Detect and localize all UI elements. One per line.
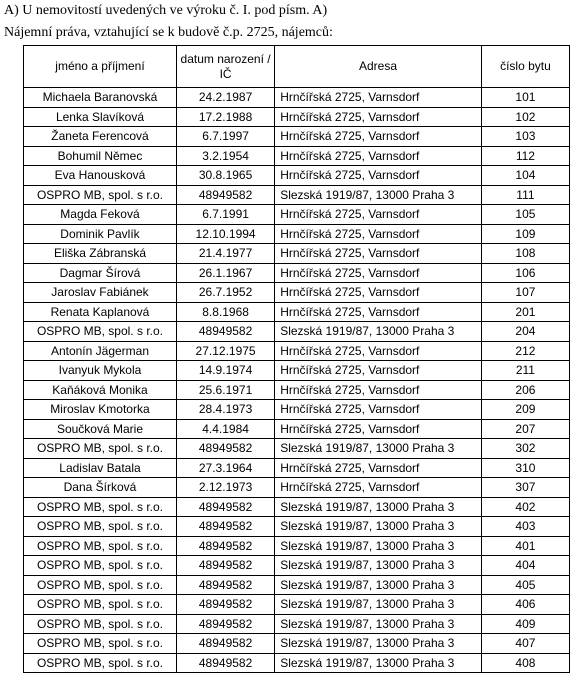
cell-name: OSPRO MB, spol. s r.o.	[24, 517, 177, 537]
table-row	[24, 205, 570, 225]
cell-birthdate-id: 14.9.1974	[176, 361, 274, 381]
cell-name: Bohumil Němec	[24, 146, 177, 166]
table-row	[24, 185, 570, 205]
table-row	[24, 595, 570, 615]
cell-birthdate-id: 48949582	[176, 517, 274, 537]
cell-name: Eva Hanousková	[24, 166, 177, 186]
cell-flat-number: 112	[481, 146, 569, 166]
cell-name: OSPRO MB, spol. s r.o.	[24, 614, 177, 634]
cell-birthdate-id: 26.1.1967	[176, 263, 274, 283]
cell-name: OSPRO MB, spol. s r.o.	[24, 653, 177, 673]
column-header-birthdate-id: datum narození / IČ	[176, 46, 274, 88]
table-row	[24, 224, 570, 244]
cell-birthdate-id: 48949582	[176, 575, 274, 595]
cell-birthdate-id: 48949582	[176, 185, 274, 205]
column-header-address: Adresa	[275, 46, 482, 88]
column-header-flat-number: číslo bytu	[481, 46, 569, 88]
cell-birthdate-id: 8.8.1968	[176, 302, 274, 322]
cell-birthdate-id: 48949582	[176, 556, 274, 576]
table-row	[24, 400, 570, 420]
cell-flat-number: 206	[481, 380, 569, 400]
table-row	[24, 653, 570, 673]
cell-name: Michaela Baranovská	[24, 88, 177, 108]
cell-name: Eliška Zábranská	[24, 244, 177, 264]
cell-address: Hrnčířská 2725, Varnsdorf	[275, 88, 482, 108]
table-row	[24, 614, 570, 634]
cell-name: OSPRO MB, spol. s r.o.	[24, 634, 177, 654]
cell-birthdate-id: 6.7.1991	[176, 205, 274, 225]
cell-flat-number: 405	[481, 575, 569, 595]
cell-birthdate-id: 27.3.1964	[176, 458, 274, 478]
cell-name: Dominik Pavlík	[24, 224, 177, 244]
cell-birthdate-id: 48949582	[176, 536, 274, 556]
cell-flat-number: 408	[481, 653, 569, 673]
cell-name: OSPRO MB, spol. s r.o.	[24, 595, 177, 615]
cell-flat-number: 105	[481, 205, 569, 225]
table-row	[24, 127, 570, 147]
cell-address: Hrnčířská 2725, Varnsdorf	[275, 283, 482, 303]
cell-birthdate-id: 26.7.1952	[176, 283, 274, 303]
table-row	[24, 517, 570, 537]
cell-name: OSPRO MB, spol. s r.o.	[24, 556, 177, 576]
cell-address: Hrnčířská 2725, Varnsdorf	[275, 166, 482, 186]
cell-birthdate-id: 48949582	[176, 595, 274, 615]
cell-name: Antonín Jägerman	[24, 341, 177, 361]
cell-birthdate-id: 17.2.1988	[176, 107, 274, 127]
table-row	[24, 283, 570, 303]
cell-name: Lenka Slavíková	[24, 107, 177, 127]
cell-address: Slezská 1919/87, 13000 Praha 3	[275, 517, 482, 537]
column-header-name: jméno a příjmení	[24, 46, 177, 88]
table-header-row	[24, 46, 570, 88]
cell-birthdate-id: 21.4.1977	[176, 244, 274, 264]
table-row	[24, 146, 570, 166]
table-row	[24, 263, 570, 283]
cell-birthdate-id: 12.10.1994	[176, 224, 274, 244]
table-row	[24, 575, 570, 595]
cell-birthdate-id: 27.12.1975	[176, 341, 274, 361]
cell-address: Slezská 1919/87, 13000 Praha 3	[275, 185, 482, 205]
cell-flat-number: 406	[481, 595, 569, 615]
cell-birthdate-id: 3.2.1954	[176, 146, 274, 166]
cell-address: Slezská 1919/87, 13000 Praha 3	[275, 653, 482, 673]
cell-flat-number: 302	[481, 439, 569, 459]
cell-flat-number: 101	[481, 88, 569, 108]
cell-flat-number: 108	[481, 244, 569, 264]
cell-address: Slezská 1919/87, 13000 Praha 3	[275, 497, 482, 517]
cell-address: Hrnčířská 2725, Varnsdorf	[275, 205, 482, 225]
cell-birthdate-id: 48949582	[176, 322, 274, 342]
section-heading: A) U nemovitostí uvedených ve výroku č. I. pod písm. A)	[4, 3, 328, 18]
table-row	[24, 107, 570, 127]
cell-address: Slezská 1919/87, 13000 Praha 3	[275, 536, 482, 556]
table-row	[24, 634, 570, 654]
cell-flat-number: 104	[481, 166, 569, 186]
cell-name: Kaňáková Monika	[24, 380, 177, 400]
cell-name: Miroslav Kmotorka	[24, 400, 177, 420]
cell-name: Jaroslav Fabiánek	[24, 283, 177, 303]
table-row	[24, 244, 570, 264]
section-subheading: Nájemní práva, vztahující se k budově č.p. 2725, nájemců:	[4, 25, 333, 40]
cell-birthdate-id: 6.7.1997	[176, 127, 274, 147]
cell-address: Hrnčířská 2725, Varnsdorf	[275, 380, 482, 400]
cell-birthdate-id: 4.4.1984	[176, 419, 274, 439]
table-row	[24, 478, 570, 498]
cell-birthdate-id: 48949582	[176, 614, 274, 634]
cell-flat-number: 307	[481, 478, 569, 498]
table-row	[24, 439, 570, 459]
cell-flat-number: 109	[481, 224, 569, 244]
cell-address: Slezská 1919/87, 13000 Praha 3	[275, 634, 482, 654]
cell-name: Ladislav Batala	[24, 458, 177, 478]
table-row	[24, 302, 570, 322]
cell-name: OSPRO MB, spol. s r.o.	[24, 439, 177, 459]
cell-address: Hrnčířská 2725, Varnsdorf	[275, 107, 482, 127]
cell-address: Hrnčířská 2725, Varnsdorf	[275, 419, 482, 439]
table-row	[24, 419, 570, 439]
cell-address: Hrnčířská 2725, Varnsdorf	[275, 458, 482, 478]
cell-name: Dana Šírková	[24, 478, 177, 498]
cell-flat-number: 402	[481, 497, 569, 517]
cell-birthdate-id: 48949582	[176, 497, 274, 517]
cell-flat-number: 201	[481, 302, 569, 322]
cell-birthdate-id: 28.4.1973	[176, 400, 274, 420]
cell-birthdate-id: 48949582	[176, 439, 274, 459]
cell-address: Hrnčířská 2725, Varnsdorf	[275, 146, 482, 166]
cell-birthdate-id: 24.2.1987	[176, 88, 274, 108]
cell-address: Hrnčířská 2725, Varnsdorf	[275, 341, 482, 361]
cell-name: OSPRO MB, spol. s r.o.	[24, 575, 177, 595]
table-row	[24, 458, 570, 478]
cell-flat-number: 310	[481, 458, 569, 478]
cell-flat-number: 407	[481, 634, 569, 654]
cell-flat-number: 211	[481, 361, 569, 381]
cell-flat-number: 107	[481, 283, 569, 303]
cell-flat-number: 212	[481, 341, 569, 361]
cell-birthdate-id: 25.6.1971	[176, 380, 274, 400]
table-body	[24, 88, 570, 673]
cell-flat-number: 111	[481, 185, 569, 205]
table-row	[24, 380, 570, 400]
cell-name: OSPRO MB, spol. s r.o.	[24, 536, 177, 556]
cell-flat-number: 102	[481, 107, 569, 127]
table-row	[24, 88, 570, 108]
cell-flat-number: 409	[481, 614, 569, 634]
cell-flat-number: 204	[481, 322, 569, 342]
cell-name: Renata Kaplanová	[24, 302, 177, 322]
table-row	[24, 341, 570, 361]
table-row	[24, 497, 570, 517]
cell-address: Slezská 1919/87, 13000 Praha 3	[275, 614, 482, 634]
cell-name: OSPRO MB, spol. s r.o.	[24, 185, 177, 205]
cell-address: Hrnčířská 2725, Varnsdorf	[275, 478, 482, 498]
cell-address: Slezská 1919/87, 13000 Praha 3	[275, 322, 482, 342]
cell-address: Slezská 1919/87, 13000 Praha 3	[275, 575, 482, 595]
cell-address: Hrnčířská 2725, Varnsdorf	[275, 244, 482, 264]
cell-address: Slezská 1919/87, 13000 Praha 3	[275, 595, 482, 615]
cell-flat-number: 207	[481, 419, 569, 439]
cell-name: Žaneta Ferencová	[24, 127, 177, 147]
cell-address: Hrnčířská 2725, Varnsdorf	[275, 263, 482, 283]
cell-name: Součková Marie	[24, 419, 177, 439]
cell-birthdate-id: 30.8.1965	[176, 166, 274, 186]
cell-name: OSPRO MB, spol. s r.o.	[24, 322, 177, 342]
cell-flat-number: 404	[481, 556, 569, 576]
cell-flat-number: 401	[481, 536, 569, 556]
tenants-table	[23, 45, 570, 673]
cell-address: Slezská 1919/87, 13000 Praha 3	[275, 439, 482, 459]
cell-name: Magda Feková	[24, 205, 177, 225]
cell-birthdate-id: 48949582	[176, 634, 274, 654]
cell-address: Hrnčířská 2725, Varnsdorf	[275, 361, 482, 381]
cell-flat-number: 103	[481, 127, 569, 147]
table-row	[24, 166, 570, 186]
cell-address: Hrnčířská 2725, Varnsdorf	[275, 302, 482, 322]
cell-flat-number: 209	[481, 400, 569, 420]
cell-birthdate-id: 2.12.1973	[176, 478, 274, 498]
cell-flat-number: 403	[481, 517, 569, 537]
table-row	[24, 536, 570, 556]
cell-address: Hrnčířská 2725, Varnsdorf	[275, 224, 482, 244]
table-row	[24, 361, 570, 381]
table-row	[24, 556, 570, 576]
cell-name: OSPRO MB, spol. s r.o.	[24, 497, 177, 517]
cell-birthdate-id: 48949582	[176, 653, 274, 673]
cell-name: Dagmar Šírová	[24, 263, 177, 283]
table-row	[24, 322, 570, 342]
cell-name: Ivanyuk Mykola	[24, 361, 177, 381]
cell-address: Hrnčířská 2725, Varnsdorf	[275, 127, 482, 147]
cell-flat-number: 106	[481, 263, 569, 283]
cell-address: Hrnčířská 2725, Varnsdorf	[275, 400, 482, 420]
cell-address: Slezská 1919/87, 13000 Praha 3	[275, 556, 482, 576]
